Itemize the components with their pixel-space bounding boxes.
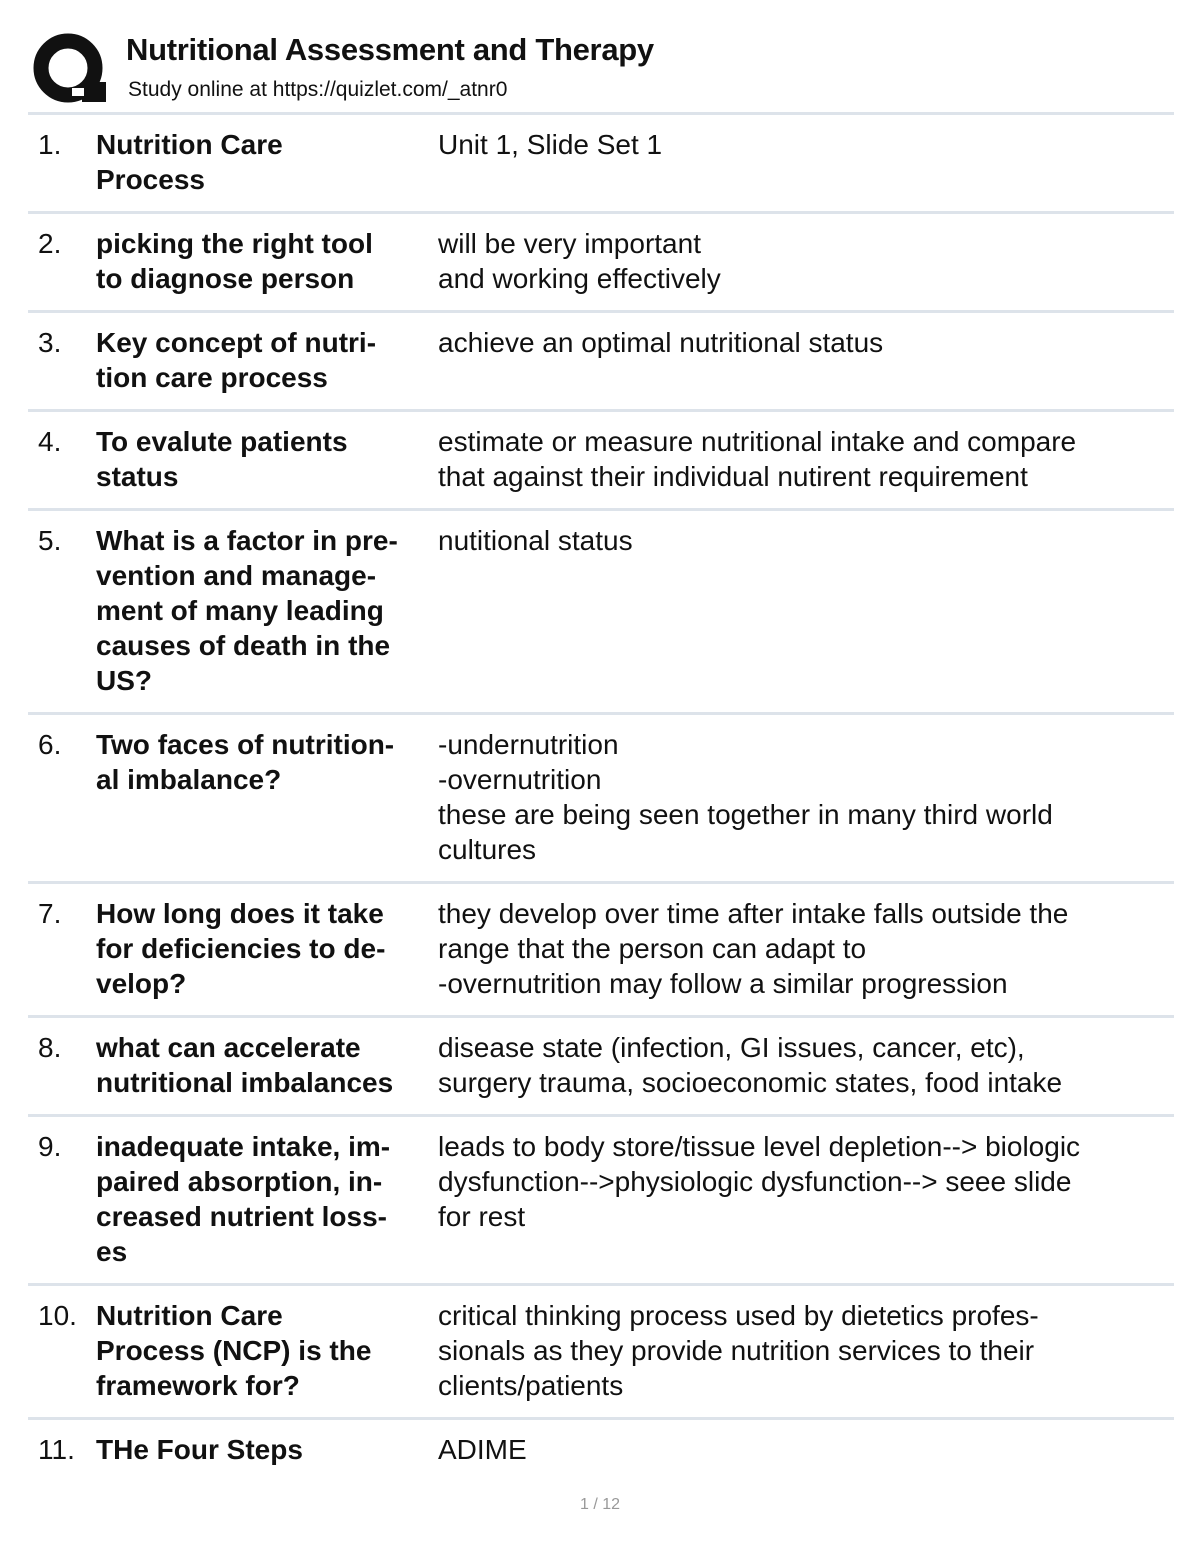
flashcard-row [28, 1286, 1174, 1420]
card-definition: -undernutrition -overnutrition these are being seen together in many third world cultures [438, 729, 1053, 865]
card-definition: Unit 1, Slide Set 1 [438, 129, 663, 160]
flashcard-row [28, 715, 1174, 884]
quizlet-q-logo-icon [32, 32, 108, 108]
flashcard-row [28, 412, 1174, 511]
flashcard-row [28, 511, 1174, 715]
card-term: Nutrition Care Process (NCP) is the framework for? [96, 1300, 372, 1401]
flashcard-row [28, 1018, 1174, 1117]
flashcard-row [28, 1420, 1174, 1481]
flashcard-row [28, 884, 1174, 1018]
card-number: 3. [38, 327, 62, 358]
flashcard-row [28, 115, 1174, 214]
card-definition: estimate or measure nutritional intake and compare that against their individual nutirent requirement [438, 426, 1077, 492]
card-number: 6. [38, 729, 62, 760]
card-number: 7. [38, 898, 62, 929]
card-definition: achieve an optimal nutritional status [438, 327, 884, 358]
card-definition: leads to body store/tissue level depletion--> biologic dysfunction-->physiologic dysfunction--> seee slide for rest [438, 1131, 1081, 1232]
flashcard-row [28, 313, 1174, 412]
card-term: picking the right tool to diagnose person [96, 228, 373, 294]
card-number: 8. [38, 1032, 62, 1063]
card-term: To evalute patients status [96, 426, 348, 492]
card-definition: ADIME [438, 1434, 527, 1465]
flashcard-list [28, 112, 1174, 1481]
card-definition: they develop over time after intake falls outside the range that the person can adapt to -overnutrition may follow a similar progression [438, 898, 1069, 999]
document-header [28, 30, 1174, 114]
card-definition: disease state (infection, GI issues, cancer, etc), surgery trauma, socioeconomic states, food intake [438, 1032, 1063, 1098]
card-term: Key concept of nutri- tion care process [96, 327, 377, 393]
document-subtitle: Study online at https://quizlet.com/_atnr0 [128, 78, 508, 101]
card-number: 2. [38, 228, 62, 259]
card-number: 1. [38, 129, 62, 160]
card-definition: nutitional status [438, 525, 633, 556]
card-term: inadequate intake, im- paired absorption, in- creased nutrient loss- es [96, 1131, 391, 1267]
card-term: What is a factor in pre- vention and manage- ment of many leading causes of death in the US? [96, 525, 398, 696]
card-term: Two faces of nutrition- al imbalance? [96, 729, 395, 795]
card-number: 10. [38, 1300, 77, 1331]
card-definition: will be very important and working effectively [438, 228, 721, 294]
card-number: 4. [38, 426, 62, 457]
page-number: 1 / 12 [579, 1496, 621, 1513]
document-title: Nutritional Assessment and Therapy [126, 32, 654, 67]
card-term: How long does it take for deficiencies to de- velop? [96, 898, 386, 999]
card-term: THe Four Steps [96, 1434, 303, 1465]
card-definition: critical thinking process used by dietetics profes- sionals as they provide nutrition services to their clients/patients [438, 1300, 1039, 1401]
flashcard-row [28, 1117, 1174, 1286]
card-term: Nutrition Care Process [96, 129, 283, 195]
card-term: what can accelerate nutritional imbalances [96, 1032, 394, 1098]
card-number: 5. [38, 525, 62, 556]
card-number: 11. [38, 1434, 75, 1465]
card-number: 9. [38, 1131, 62, 1162]
flashcard-row [28, 214, 1174, 313]
